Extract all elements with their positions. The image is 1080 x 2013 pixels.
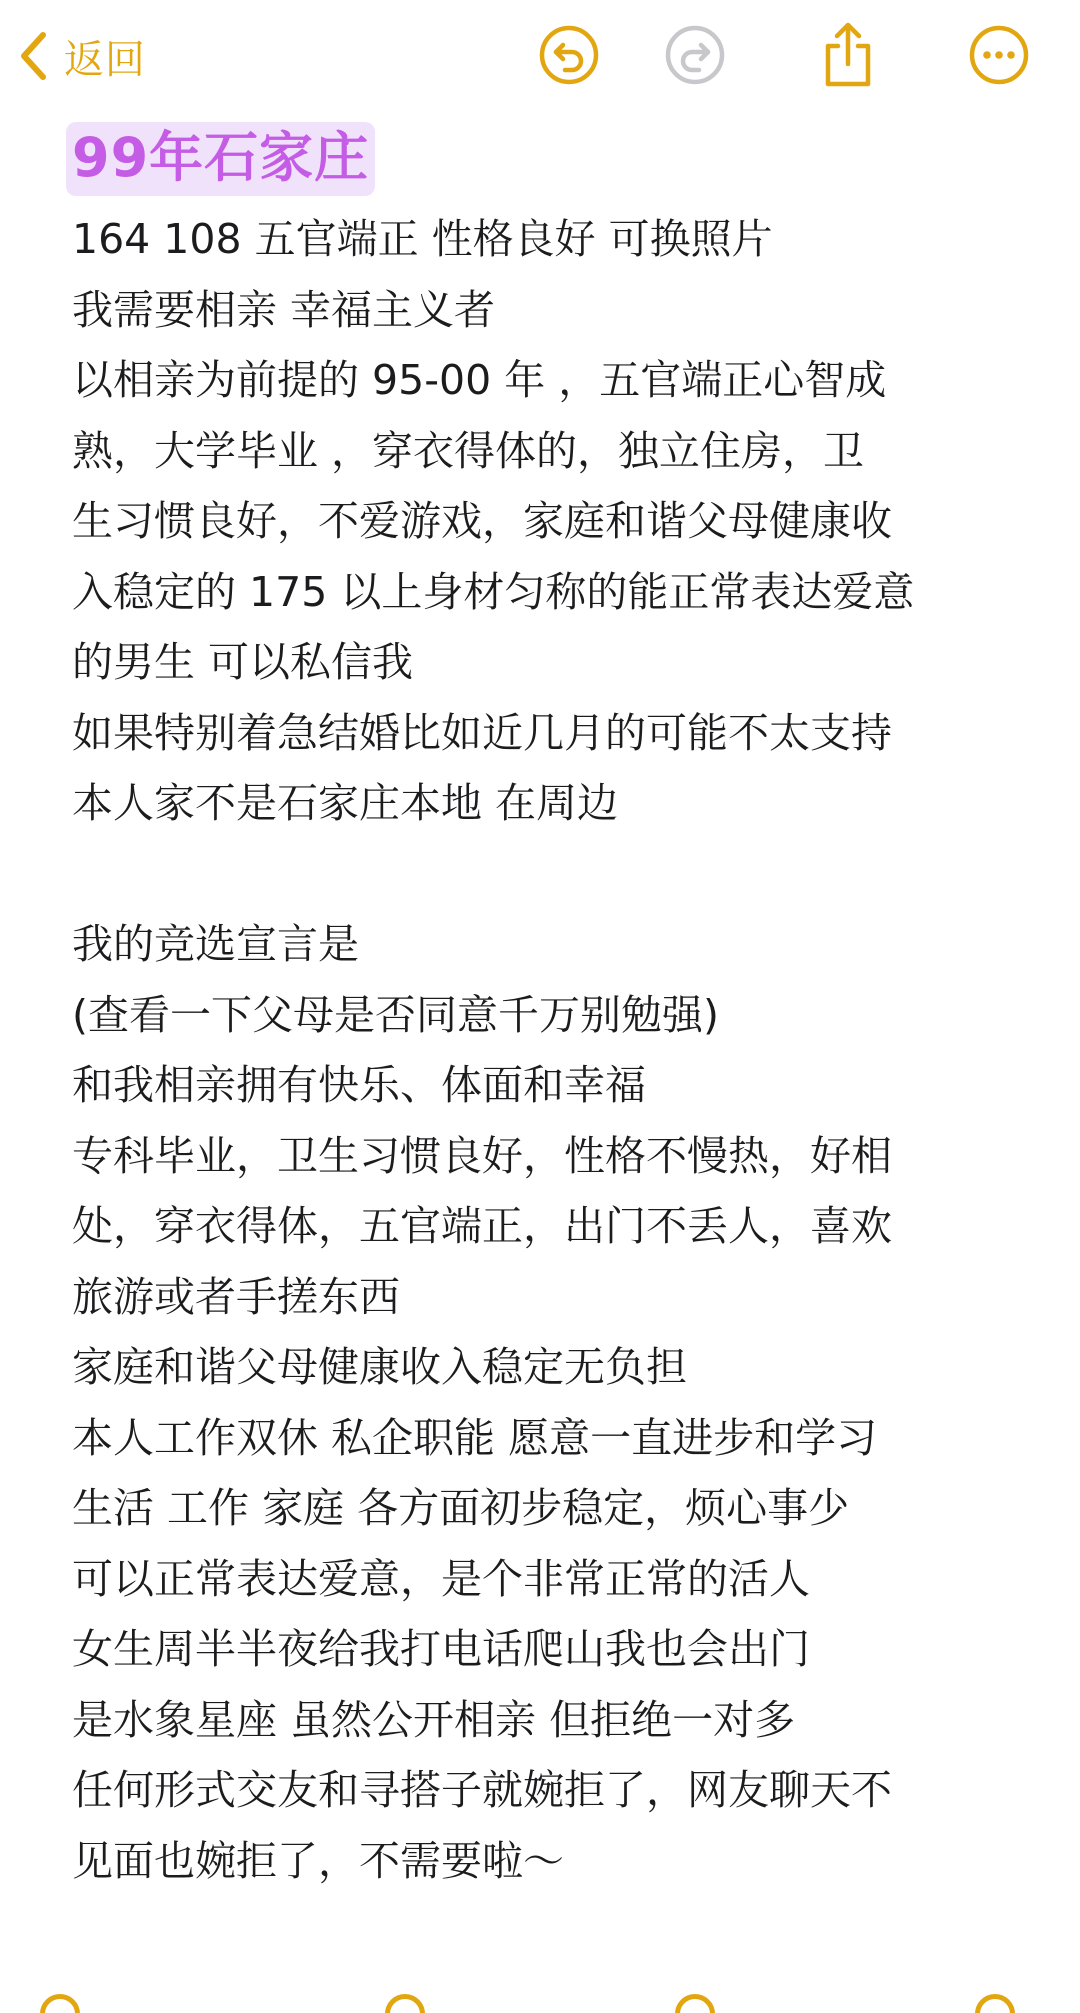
note-line: 本人工作双休 私企职能 愿意一直进步和学习 <box>72 1413 878 1462</box>
note-line: 和我相亲拥有快乐、体面和幸福 <box>72 1061 646 1109</box>
redo-button[interactable] <box>662 22 728 88</box>
note-content[interactable] <box>72 122 1012 1896</box>
note-title-highlight <box>66 122 375 196</box>
top-toolbar <box>0 0 1080 110</box>
note-title: 99年石家庄 <box>72 126 370 189</box>
note-body[interactable] <box>72 204 1012 1896</box>
note-line: 生习惯良好，不爱游戏，家庭和谐父母健康收 <box>72 497 892 545</box>
note-line: 生活 工作 家庭 各方面初步稳定，烦心事少 <box>72 1484 850 1532</box>
note-line: 164 108 五官端正 性格良好 可换照片 <box>72 215 773 263</box>
note-line: 是水象星座 虽然公开相亲 但拒绝一对多 <box>72 1695 796 1744</box>
more-button[interactable] <box>966 22 1032 88</box>
note-line: 我的竞选宣言是 <box>72 920 359 968</box>
share-icon <box>818 22 878 88</box>
note-line: 处，穿衣得体，五官端正，出门不丢人，喜欢 <box>72 1202 892 1250</box>
share-button[interactable] <box>815 22 881 88</box>
chevron-left-icon <box>18 31 48 81</box>
checklist-icon[interactable] <box>40 1994 80 2013</box>
back-button[interactable] <box>18 24 146 88</box>
note-line: 以相亲为前提的 95-00 年 ，五官端正心智成 <box>72 356 887 404</box>
redo-icon <box>665 25 725 85</box>
bottom-toolbar <box>0 1990 1080 2013</box>
note-line: 熟，大学毕业 ，穿衣得体的，独立住房，卫 <box>72 426 865 475</box>
note-line: 如果特别着急结婚比如近几月的可能不太支持 <box>72 708 892 757</box>
note-line: 见面也婉拒了，不需要啦～ <box>72 1836 564 1885</box>
note-line: (查看一下父母是否同意千万别勉强) <box>72 990 719 1039</box>
compose-icon[interactable] <box>975 1994 1015 2013</box>
back-label: 返回 <box>64 36 146 83</box>
note-line: 可以正常表达爱意，是个非常正常的活人 <box>72 1554 810 1603</box>
note-line: 任何形式交友和寻搭子就婉拒了，网友聊天不 <box>72 1766 892 1814</box>
camera-icon[interactable] <box>385 1994 425 2013</box>
markup-icon[interactable] <box>675 1994 715 2013</box>
note-line: 本人家不是石家庄本地 在周边 <box>72 779 619 827</box>
note-line: 家庭和谐父母健康收入稳定无负担 <box>72 1343 687 1391</box>
note-blank-line <box>72 839 1012 910</box>
more-icon <box>969 25 1029 85</box>
note-line: 我需要相亲 幸福主义者 <box>72 285 496 334</box>
note-line: 女生周半半夜给我打电话爬山我也会出门 <box>72 1625 810 1673</box>
undo-button[interactable] <box>536 22 602 88</box>
undo-icon <box>539 25 599 85</box>
note-line: 专科毕业，卫生习惯良好，性格不慢热，好相 <box>72 1131 892 1180</box>
note-line: 旅游或者手搓东西 <box>72 1272 400 1321</box>
note-line: 入稳定的 175 以上身材匀称的能正常表达爱意 <box>72 567 915 616</box>
note-line: 的男生 可以私信我 <box>72 638 414 686</box>
